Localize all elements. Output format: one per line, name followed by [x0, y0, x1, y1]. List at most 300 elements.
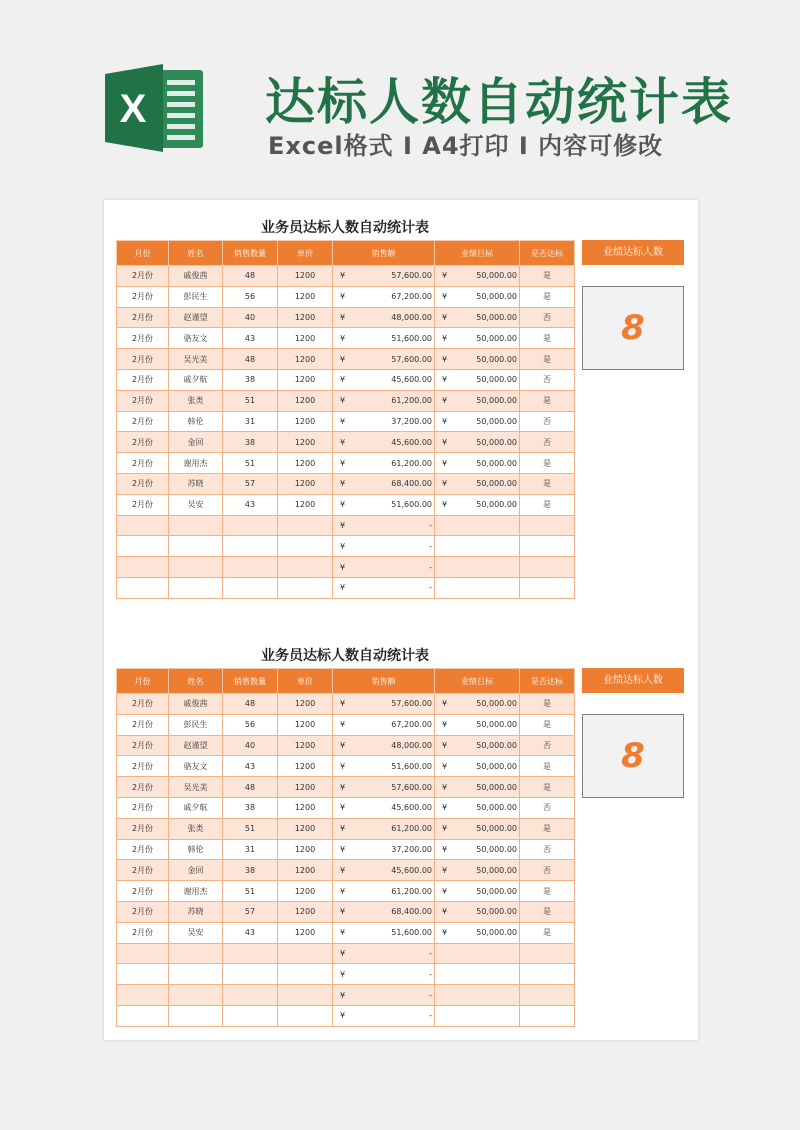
column-header[interactable]: 单价	[278, 241, 333, 266]
table-cell[interactable]: 谢用杰	[169, 881, 223, 902]
table-cell[interactable]	[117, 1005, 169, 1026]
table-cell[interactable]	[333, 473, 435, 494]
table-cell[interactable]	[333, 307, 435, 328]
table-cell[interactable]	[435, 943, 520, 964]
table-cell[interactable]: 否	[520, 839, 575, 860]
table-cell[interactable]: 1200	[278, 286, 333, 307]
table-cell[interactable]	[278, 964, 333, 985]
table-cell[interactable]: 赵谨望	[169, 307, 223, 328]
table-row	[117, 432, 575, 453]
table-cell[interactable]	[278, 536, 333, 557]
table-cell[interactable]	[223, 943, 278, 964]
table-cell[interactable]: 2月份	[117, 735, 169, 756]
table-cell[interactable]: 57	[223, 901, 278, 922]
table-cell[interactable]	[435, 1005, 520, 1026]
table-cell[interactable]	[333, 901, 435, 922]
cell-value: 50,000.00	[476, 865, 517, 875]
cell-value: 45,600.00	[391, 437, 432, 447]
table-cell[interactable]	[223, 1005, 278, 1026]
currency-symbol: ¥	[442, 782, 448, 792]
table-cell[interactable]: 是	[520, 453, 575, 474]
table-cell[interactable]	[520, 557, 575, 578]
table-cell[interactable]	[223, 515, 278, 536]
table-cell[interactable]	[333, 328, 435, 349]
table-cell[interactable]: 2月份	[117, 901, 169, 922]
table-cell[interactable]	[117, 943, 169, 964]
currency-symbol: ¥	[340, 520, 346, 530]
table-cell[interactable]: 1200	[278, 473, 333, 494]
table-cell[interactable]	[333, 349, 435, 370]
table-cell[interactable]: 38	[223, 369, 278, 390]
table-cell[interactable]	[169, 985, 223, 1006]
table-cell[interactable]: 40	[223, 735, 278, 756]
table-cell[interactable]	[435, 432, 520, 453]
cell-value: 50,000.00	[476, 500, 517, 510]
table-cell[interactable]: 51	[223, 453, 278, 474]
table-cell[interactable]	[278, 515, 333, 536]
table-cell[interactable]: 2月份	[117, 839, 169, 860]
table-cell[interactable]: 2月份	[117, 473, 169, 494]
table-cell[interactable]: 1200	[278, 328, 333, 349]
table-cell[interactable]: 1200	[278, 349, 333, 370]
table-cell[interactable]	[333, 714, 435, 735]
table-cell[interactable]: 2月份	[117, 266, 169, 287]
table-cell[interactable]	[435, 901, 520, 922]
table-cell[interactable]	[435, 881, 520, 902]
table-cell[interactable]	[435, 307, 520, 328]
cell-value: -	[429, 541, 432, 551]
table-cell[interactable]: 1200	[278, 411, 333, 432]
table-cell[interactable]: 是	[520, 349, 575, 370]
table-cell[interactable]: 1200	[278, 777, 333, 798]
cell-value: 68,400.00	[391, 907, 432, 917]
table-cell[interactable]	[520, 964, 575, 985]
table-cell[interactable]: 1200	[278, 922, 333, 943]
table-cell[interactable]: 1200	[278, 901, 333, 922]
table-cell[interactable]	[333, 1005, 435, 1026]
table-cell[interactable]: 是	[520, 922, 575, 943]
cell-value: 50,000.00	[476, 354, 517, 364]
table-cell[interactable]	[169, 536, 223, 557]
table-cell[interactable]: 48	[223, 777, 278, 798]
summary-value[interactable]: 8	[582, 286, 684, 370]
table-cell[interactable]: 是	[520, 881, 575, 902]
table-cell[interactable]: 1200	[278, 307, 333, 328]
table-cell[interactable]	[223, 577, 278, 598]
currency-symbol: ¥	[442, 824, 448, 834]
table-cell[interactable]: 43	[223, 922, 278, 943]
table-cell[interactable]: 1200	[278, 860, 333, 881]
table-cell[interactable]: 38	[223, 797, 278, 818]
table-cell[interactable]	[333, 577, 435, 598]
table-cell[interactable]	[520, 515, 575, 536]
table-cell[interactable]	[520, 943, 575, 964]
cell-value: 50,000.00	[476, 458, 517, 468]
table-cell[interactable]: 吴安	[169, 494, 223, 515]
table-cell[interactable]: 戚俊茜	[169, 266, 223, 287]
table-cell[interactable]	[435, 735, 520, 756]
table-cell[interactable]	[117, 515, 169, 536]
table-row	[117, 1005, 575, 1026]
table-cell[interactable]	[435, 860, 520, 881]
table-cell[interactable]: 是	[520, 714, 575, 735]
cell-value: 50,000.00	[476, 740, 517, 750]
currency-symbol: ¥	[340, 312, 346, 322]
currency-symbol: ¥	[340, 740, 346, 750]
cell-value: 57,600.00	[391, 354, 432, 364]
table-cell[interactable]: 2月份	[117, 432, 169, 453]
table-cell[interactable]: 是	[520, 286, 575, 307]
table-row	[117, 985, 575, 1006]
table-cell[interactable]: 是	[520, 266, 575, 287]
table-cell[interactable]: 1200	[278, 432, 333, 453]
table-cell[interactable]	[435, 839, 520, 860]
table-cell[interactable]	[435, 473, 520, 494]
table-cell[interactable]: 1200	[278, 390, 333, 411]
table-cell[interactable]	[435, 411, 520, 432]
cell-value: 48,000.00	[391, 740, 432, 750]
cell-value: 50,000.00	[476, 375, 517, 385]
table-cell[interactable]	[435, 797, 520, 818]
table-cell[interactable]: 43	[223, 328, 278, 349]
table-cell[interactable]	[435, 694, 520, 715]
table-cell[interactable]: 51	[223, 818, 278, 839]
currency-symbol: ¥	[442, 761, 448, 771]
table-cell[interactable]	[223, 985, 278, 1006]
table-row	[117, 839, 575, 860]
table-cell[interactable]: 戚夕航	[169, 369, 223, 390]
column-header[interactable]: 是否达标	[520, 669, 575, 694]
table-cell[interactable]: 48	[223, 694, 278, 715]
table-cell[interactable]: 谢用杰	[169, 453, 223, 474]
table-cell[interactable]	[435, 777, 520, 798]
table-cell[interactable]: 是	[520, 756, 575, 777]
table-cell[interactable]: 1200	[278, 818, 333, 839]
table-row	[117, 286, 575, 307]
table-cell[interactable]	[333, 390, 435, 411]
table-cell[interactable]	[117, 557, 169, 578]
table-cell[interactable]: 1200	[278, 797, 333, 818]
column-header[interactable]: 销售数量	[223, 669, 278, 694]
table-cell[interactable]	[169, 1005, 223, 1026]
table-cell[interactable]	[435, 266, 520, 287]
table-cell[interactable]: 31	[223, 411, 278, 432]
table-cell[interactable]: 31	[223, 839, 278, 860]
currency-symbol: ¥	[340, 969, 346, 979]
table-cell[interactable]	[333, 735, 435, 756]
cell-value: 57,600.00	[391, 699, 432, 709]
column-header[interactable]: 业绩目标	[435, 669, 520, 694]
table-cell[interactable]	[435, 494, 520, 515]
currency-symbol: ¥	[340, 500, 346, 510]
table-cell[interactable]	[435, 756, 520, 777]
table-cell[interactable]: 苏晓	[169, 473, 223, 494]
table-cell[interactable]	[278, 1005, 333, 1026]
currency-symbol: ¥	[340, 479, 346, 489]
table-cell[interactable]	[435, 964, 520, 985]
column-header[interactable]: 单价	[278, 669, 333, 694]
table-cell[interactable]: 否	[520, 307, 575, 328]
table-cell[interactable]	[435, 369, 520, 390]
table-cell[interactable]	[435, 390, 520, 411]
table-cell[interactable]	[223, 536, 278, 557]
table-cell[interactable]	[333, 818, 435, 839]
table-cell[interactable]	[333, 557, 435, 578]
table-cell[interactable]: 2月份	[117, 453, 169, 474]
table-cell[interactable]	[333, 943, 435, 964]
table-row	[117, 901, 575, 922]
table-cell[interactable]: 否	[520, 432, 575, 453]
table-cell[interactable]	[435, 985, 520, 1006]
table-cell[interactable]	[333, 432, 435, 453]
table-cell[interactable]	[333, 694, 435, 715]
table-cell[interactable]: 戚夕航	[169, 797, 223, 818]
table-cell[interactable]: 是	[520, 818, 575, 839]
table-cell[interactable]: 吴光美	[169, 777, 223, 798]
table-cell[interactable]	[435, 922, 520, 943]
table-cell[interactable]	[333, 494, 435, 515]
spreadsheet-page	[104, 200, 698, 1040]
table-cell[interactable]	[169, 515, 223, 536]
table-cell[interactable]: 56	[223, 714, 278, 735]
table-cell[interactable]: 否	[520, 411, 575, 432]
table-cell[interactable]: 43	[223, 494, 278, 515]
table-cell[interactable]: 赵谨望	[169, 735, 223, 756]
currency-symbol: ¥	[340, 720, 346, 730]
table-cell[interactable]	[117, 577, 169, 598]
column-header[interactable]: 姓名	[169, 669, 223, 694]
table-cell[interactable]	[333, 369, 435, 390]
table-cell[interactable]	[435, 714, 520, 735]
currency-symbol: ¥	[442, 928, 448, 938]
table-cell[interactable]	[435, 557, 520, 578]
table-cell[interactable]	[435, 515, 520, 536]
table-cell[interactable]: 韩伦	[169, 839, 223, 860]
currency-symbol: ¥	[442, 437, 448, 447]
table-cell[interactable]: 彭民生	[169, 286, 223, 307]
table-cell[interactable]: 是	[520, 777, 575, 798]
table-cell[interactable]: 2月份	[117, 694, 169, 715]
table-cell[interactable]: 是	[520, 328, 575, 349]
table-cell[interactable]: 1200	[278, 266, 333, 287]
currency-symbol: ¥	[340, 886, 346, 896]
table-cell[interactable]	[435, 818, 520, 839]
table-cell[interactable]	[117, 985, 169, 1006]
table-cell[interactable]: 48	[223, 266, 278, 287]
table-cell[interactable]: 是	[520, 390, 575, 411]
table-cell[interactable]: 1200	[278, 735, 333, 756]
table-row	[117, 349, 575, 370]
table-row	[117, 453, 575, 474]
table-cell[interactable]: 1200	[278, 494, 333, 515]
table-cell[interactable]	[169, 964, 223, 985]
currency-symbol: ¥	[340, 458, 346, 468]
table-cell[interactable]	[520, 1005, 575, 1026]
excel-logo-letter: X	[119, 87, 147, 131]
cell-value: 45,600.00	[391, 865, 432, 875]
table-cell[interactable]: 彭民生	[169, 714, 223, 735]
cell-value: 50,000.00	[476, 396, 517, 406]
table-cell[interactable]	[117, 536, 169, 557]
table-cell[interactable]	[435, 577, 520, 598]
table-cell[interactable]: 1200	[278, 694, 333, 715]
table-cell[interactable]	[520, 577, 575, 598]
table-cell[interactable]	[169, 577, 223, 598]
table-cell[interactable]: 1200	[278, 714, 333, 735]
table-row	[117, 390, 575, 411]
column-header[interactable]: 是否达标	[520, 241, 575, 266]
table-cell[interactable]: 2月份	[117, 860, 169, 881]
table-cell[interactable]: 2月份	[117, 797, 169, 818]
table-cell[interactable]	[333, 964, 435, 985]
table-cell[interactable]: 2月份	[117, 328, 169, 349]
table-cell[interactable]	[435, 349, 520, 370]
table-cell[interactable]: 38	[223, 860, 278, 881]
table-cell[interactable]: 金回	[169, 432, 223, 453]
column-header[interactable]: 销售额	[333, 669, 435, 694]
currency-symbol: ¥	[340, 928, 346, 938]
table-cell[interactable]	[520, 985, 575, 1006]
cell-value: -	[429, 1011, 432, 1021]
cell-value: 50,000.00	[476, 886, 517, 896]
table-cell[interactable]	[435, 328, 520, 349]
table-cell[interactable]: 51	[223, 390, 278, 411]
table-cell[interactable]: 56	[223, 286, 278, 307]
column-header[interactable]: 业绩目标	[435, 241, 520, 266]
cell-value: 50,000.00	[476, 333, 517, 343]
table-cell[interactable]: 2月份	[117, 494, 169, 515]
table-cell[interactable]: 2月份	[117, 922, 169, 943]
column-header[interactable]: 月份	[117, 241, 169, 266]
table-cell[interactable]	[333, 797, 435, 818]
excel-icon	[105, 62, 205, 154]
table-cell[interactable]: 戚俊茜	[169, 694, 223, 715]
table-cell[interactable]: 1200	[278, 756, 333, 777]
table-cell[interactable]: 40	[223, 307, 278, 328]
table-cell[interactable]	[333, 922, 435, 943]
table-cell[interactable]: 1200	[278, 839, 333, 860]
table-cell[interactable]	[333, 453, 435, 474]
table-cell[interactable]	[278, 577, 333, 598]
table-row	[117, 411, 575, 432]
table-cell[interactable]	[333, 985, 435, 1006]
table-cell[interactable]: 否	[520, 797, 575, 818]
table-cell[interactable]	[333, 411, 435, 432]
column-header[interactable]: 销售数量	[223, 241, 278, 266]
table-cell[interactable]	[435, 286, 520, 307]
table-cell[interactable]: 否	[520, 369, 575, 390]
table-cell[interactable]: 是	[520, 694, 575, 715]
summary-value[interactable]: 8	[582, 714, 684, 798]
table-cell[interactable]: 否	[520, 735, 575, 756]
currency-symbol: ¥	[340, 990, 346, 1000]
cell-value: 51,600.00	[391, 500, 432, 510]
table-cell[interactable]	[278, 557, 333, 578]
table-cell[interactable]	[333, 777, 435, 798]
table-cell[interactable]: 2月份	[117, 714, 169, 735]
table-cell[interactable]: 2月份	[117, 369, 169, 390]
table-cell[interactable]: 38	[223, 432, 278, 453]
table-cell[interactable]	[169, 943, 223, 964]
table-cell[interactable]	[333, 266, 435, 287]
table-cell[interactable]: 2月份	[117, 349, 169, 370]
table-cell[interactable]: 吴安	[169, 922, 223, 943]
table-cell[interactable]: 2月份	[117, 818, 169, 839]
table-cell[interactable]: 1200	[278, 369, 333, 390]
table-cell[interactable]	[333, 839, 435, 860]
table-cell[interactable]: 48	[223, 349, 278, 370]
table-cell[interactable]	[333, 286, 435, 307]
table-cell[interactable]	[333, 881, 435, 902]
table-cell[interactable]: 苏晓	[169, 901, 223, 922]
table-cell[interactable]: 金回	[169, 860, 223, 881]
table-row	[117, 328, 575, 349]
cell-value: 50,000.00	[476, 844, 517, 854]
currency-symbol: ¥	[340, 354, 346, 364]
table-cell[interactable]: 2月份	[117, 286, 169, 307]
table-cell[interactable]	[278, 985, 333, 1006]
table-cell[interactable]: 是	[520, 494, 575, 515]
table-cell[interactable]: 是	[520, 901, 575, 922]
table-cell[interactable]: 2月份	[117, 390, 169, 411]
table-cell[interactable]	[169, 557, 223, 578]
table-cell[interactable]: 57	[223, 473, 278, 494]
sales-table	[116, 668, 575, 1027]
table-cell[interactable]	[435, 453, 520, 474]
table-cell[interactable]: 骆友文	[169, 328, 223, 349]
table-cell[interactable]: 2月份	[117, 411, 169, 432]
cell-value: 51,600.00	[391, 333, 432, 343]
table-cell[interactable]: 51	[223, 881, 278, 902]
table-cell[interactable]	[333, 860, 435, 881]
table-cell[interactable]	[435, 536, 520, 557]
table-cell[interactable]	[520, 536, 575, 557]
currency-symbol: ¥	[340, 761, 346, 771]
cell-value: 37,200.00	[391, 416, 432, 426]
currency-symbol: ¥	[442, 720, 448, 730]
table-cell[interactable]: 2月份	[117, 881, 169, 902]
table-cell[interactable]	[117, 964, 169, 985]
table-cell[interactable]: 吴光美	[169, 349, 223, 370]
table-cell[interactable]	[223, 964, 278, 985]
table-cell[interactable]: 张类	[169, 818, 223, 839]
table-cell[interactable]: 骆友文	[169, 756, 223, 777]
table-title: 业务员达标人数自动统计表	[261, 220, 429, 236]
table-cell[interactable]	[333, 756, 435, 777]
table-row	[117, 860, 575, 881]
table-cell[interactable]	[333, 536, 435, 557]
table-cell[interactable]	[333, 515, 435, 536]
table-row	[117, 369, 575, 390]
table-cell[interactable]: 2月份	[117, 756, 169, 777]
table-cell[interactable]	[278, 943, 333, 964]
cell-value: -	[429, 990, 432, 1000]
table-cell[interactable]: 2月份	[117, 777, 169, 798]
table-cell[interactable]	[223, 557, 278, 578]
table-cell[interactable]: 1200	[278, 453, 333, 474]
table-cell[interactable]: 否	[520, 860, 575, 881]
table-cell[interactable]: 2月份	[117, 307, 169, 328]
table-cell[interactable]: 韩伦	[169, 411, 223, 432]
column-header[interactable]: 姓名	[169, 241, 223, 266]
table-cell[interactable]: 张类	[169, 390, 223, 411]
table-cell[interactable]: 43	[223, 756, 278, 777]
column-header[interactable]: 月份	[117, 669, 169, 694]
table-cell[interactable]: 是	[520, 473, 575, 494]
table-cell[interactable]: 1200	[278, 881, 333, 902]
column-header[interactable]: 销售额	[333, 241, 435, 266]
currency-symbol: ¥	[340, 803, 346, 813]
